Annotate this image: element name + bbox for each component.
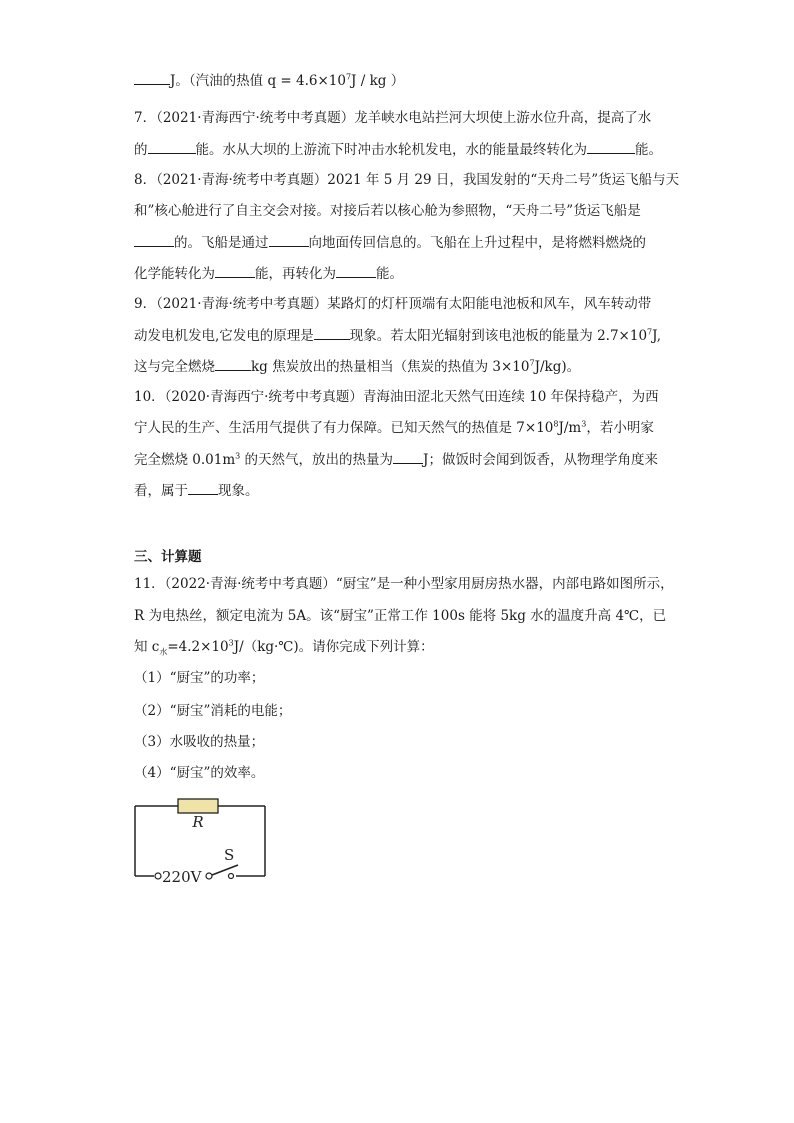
- resistor-label: R: [192, 813, 204, 831]
- voltage-label: 220V: [162, 868, 202, 886]
- question-11-line-c: 知 $c_水=4.2\times 10^3J/(kg\cdot℃)$。请你完成下列计算：: [134, 638, 434, 657]
- switch-label: S: [224, 846, 235, 864]
- question-8-line-a: 8．（2021·青海·统考中考真题）2021 年 5 月 29 日，我国发射的“天舟二号”货运飞船与天: [134, 172, 680, 188]
- answer-blank[interactable]: [215, 263, 255, 278]
- question-11-line-b: R 为电热丝，额定电流为 5A。该“厨宝”正常工作 100s 能将 5kg 水的温度升高 4℃，已: [134, 608, 667, 624]
- question-9-line-c: 这与完全燃烧 kg 焦炭放出的热量相当（焦炭的热值为 $3\times 10^7J/kg$)。: [134, 356, 580, 377]
- switch-contact-icon: [229, 874, 234, 879]
- question-10-line-b: 宁人民的生产、生活用气提供了有力保障。已知天然气的热值是 $7\times 10^8J/m^3$，若小明家: [134, 419, 654, 436]
- question-11-sub-3: （3）水吸收的热量；: [134, 734, 265, 750]
- question-7-line-a: 7．（2021·青海西宁·统考中考真题）龙羊峡水电站拦河大坝使上游水位升高，提高了水: [134, 110, 652, 126]
- question-8-line-d: 化学能转化为 能，再转化为 能。: [134, 263, 403, 284]
- answer-blank[interactable]: [393, 449, 423, 464]
- section-3-heading: 三、计算题: [134, 549, 202, 565]
- question-7-line-b: 的 能。水从大坝的上游流下时冲击水轮机发电，水的能量最终转化为 能。: [134, 139, 662, 160]
- circuit-diagram: [132, 794, 272, 886]
- question-9-line-a: 9．（2021·青海·统考中考真题）某路灯的灯杆顶端有太阳能电池板和风车，风车转动带: [134, 296, 652, 312]
- answer-blank[interactable]: [314, 325, 350, 340]
- answer-blank[interactable]: [148, 139, 196, 154]
- question-8-line-c: 的。飞船是通过 向地面传回信息的。飞船在上升过程中，是将燃料燃烧的: [134, 232, 646, 253]
- answer-blank[interactable]: [215, 356, 251, 371]
- question-11-line-a: 11．（2022·青海·统考中考真题）“厨宝”是一种小型家用厨房热水器，内部电路如图所示，: [134, 576, 674, 592]
- line-1: J。（汽油的热值 $q = 4.6\times 10^7J$ / kg ）: [134, 70, 404, 91]
- question-10-line-a: 10．（2020·青海西宁·统考中考真题）青海油田涩北天然气田连续 10 年保持稳产，为西: [134, 389, 659, 405]
- answer-blank[interactable]: [336, 263, 376, 278]
- answer-blank[interactable]: [134, 232, 174, 247]
- answer-blank[interactable]: [188, 480, 218, 495]
- resistor-icon: [178, 799, 218, 813]
- switch-blade-icon: [212, 865, 238, 875]
- terminal-right-icon: [206, 873, 212, 879]
- question-11-sub-4: （4）“厨宝”的效率。: [134, 765, 265, 781]
- answer-blank[interactable]: [134, 70, 170, 85]
- question-9-line-b: 动发电机发电,它发电的原理是 现象。若太阳光辐射到该电池板的能量为 $2.7\times 10^7J$,: [134, 325, 661, 346]
- question-10-line-c: 完全燃烧 $0.01m^3$ 的天然气，放出的热量为 J；做饭时会闻到饭香，从物理学角度来: [134, 449, 658, 470]
- terminal-left-icon: [155, 873, 161, 879]
- question-10-line-d: 看，属于 现象。: [134, 480, 259, 501]
- question-11-sub-2: （2）“厨宝”消耗的电能；: [134, 703, 292, 719]
- question-8-line-b: 和”核心舱进行了自主交会对接。对接后若以核心舱为参照物，“天舟二号”货运飞船是: [134, 203, 641, 219]
- answer-blank[interactable]: [587, 139, 635, 154]
- question-11-sub-1: （1）“厨宝”的功率；: [134, 670, 265, 686]
- answer-blank[interactable]: [269, 232, 309, 247]
